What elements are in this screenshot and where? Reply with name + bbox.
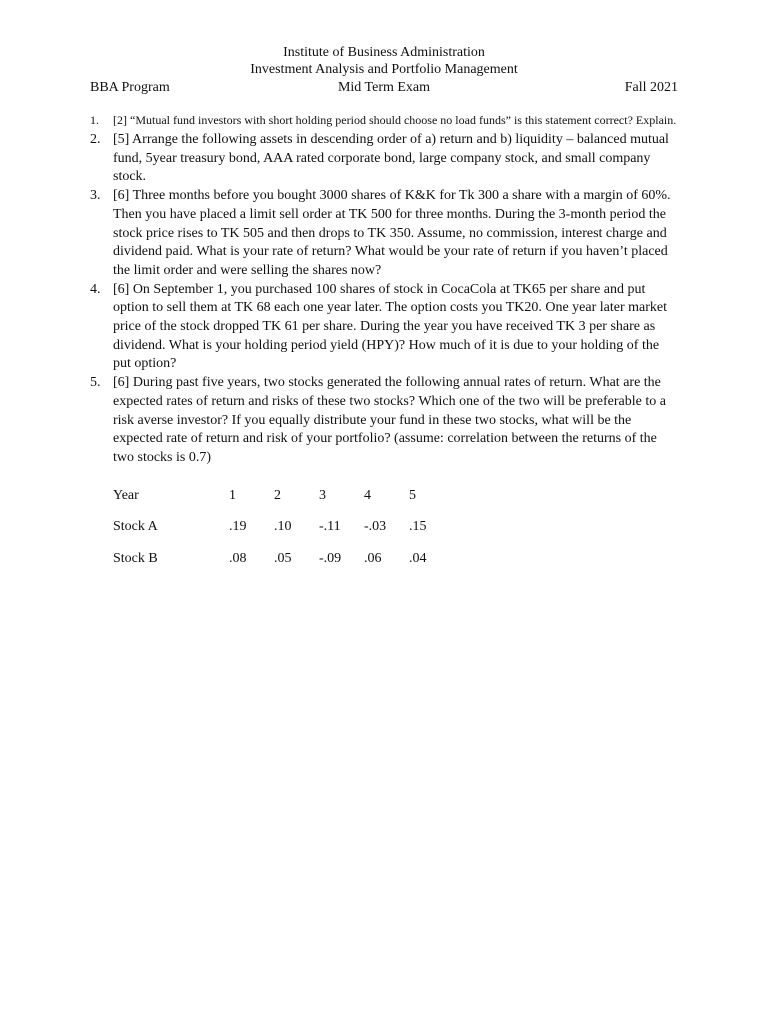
exam-info-row <box>90 79 678 96</box>
table-row <box>113 543 454 575</box>
question-list <box>90 112 680 468</box>
question-text: [6] On September 1, you purchased 100 shares of stock in CocaCola at TK65 per share and put option to sell them at TK 68 each one year later. The option costs you TK20. One year later market price of the stock dropped TK 61 per share. During the year you have received TK 3 per share as dividend. What is your holding period yield (HPY)? How much of it is due to your holding of the put option? <box>113 281 668 372</box>
question-item <box>90 131 680 187</box>
question-item <box>90 187 680 281</box>
question-text: [6] Three months before you bought 3000 shares of K&K for Tk 300 a share with a margin of 60%. Then you have placed a limit sell order at TK 500 for three months. During the 3-month period the stock price rises to TK 505 and then drops to TK 350. Assume, no commission, interest charge and dividend paid. What is your rate of return? What would be your rate of return if you haven’t placed the limit order and were selling the shares now? <box>113 188 671 278</box>
table-cell: 3 <box>319 487 326 503</box>
table-row <box>113 480 454 512</box>
institute-name: Institute of Business Administration <box>283 45 485 60</box>
table-cell: .06 <box>364 550 382 566</box>
table-cell: .08 <box>229 550 247 566</box>
row-label: Stock A <box>113 519 158 535</box>
table-cell: -.09 <box>319 550 342 566</box>
course-title: Investment Analysis and Portfolio Management <box>250 61 518 77</box>
exam-header <box>0 45 768 78</box>
returns-table <box>113 480 454 575</box>
table-cell: 5 <box>409 487 416 503</box>
table-cell: -.11 <box>319 519 341 535</box>
question-text: [2] “Mutual fund investors with short holding period should choose no load funds” is this statement correct? Explain. <box>113 113 677 127</box>
question-number: 4. <box>90 281 101 297</box>
table-cell: -.03 <box>364 519 387 535</box>
row-label: Year <box>113 487 139 503</box>
table-cell: .19 <box>229 519 247 535</box>
question-item <box>90 281 680 375</box>
term-label: Fall 2021 <box>624 80 678 95</box>
table-cell: 4 <box>364 487 371 503</box>
question-item <box>90 112 680 128</box>
question-number: 5. <box>90 375 101 391</box>
question-text: [5] Arrange the following assets in descending order of a) return and b) liquidity – balanced mutual fund, 5year treasury bond, AAA rated corporate bond, large company stock, and small company stock. <box>113 132 669 185</box>
table-cell: 2 <box>274 487 281 503</box>
exam-label: Mid Term Exam <box>337 80 431 95</box>
question-item <box>90 374 680 468</box>
table-cell: .15 <box>409 519 427 535</box>
table-cell: .05 <box>274 550 292 566</box>
program-label: BBA Program <box>90 80 170 95</box>
question-number: 2. <box>90 132 101 147</box>
table-cell: .10 <box>274 519 292 535</box>
row-label: Stock B <box>113 550 158 566</box>
table-cell: 1 <box>229 487 236 503</box>
question-text: [6] During past five years, two stocks generated the following annual rates of return. What are the expected rates of return and risks of these two stocks? Which one of the two will be preferable to a risk averse investor? If you equally distribute your fund in these two stocks, what will be the expected rate of return and risk of your portfolio? (assume: correlation between the returns of the two stocks is 0.7) <box>113 375 666 465</box>
table-cell: .04 <box>409 550 427 566</box>
question-number: 3. <box>90 188 101 204</box>
question-number: 1. <box>90 113 99 127</box>
table-row <box>113 512 454 544</box>
